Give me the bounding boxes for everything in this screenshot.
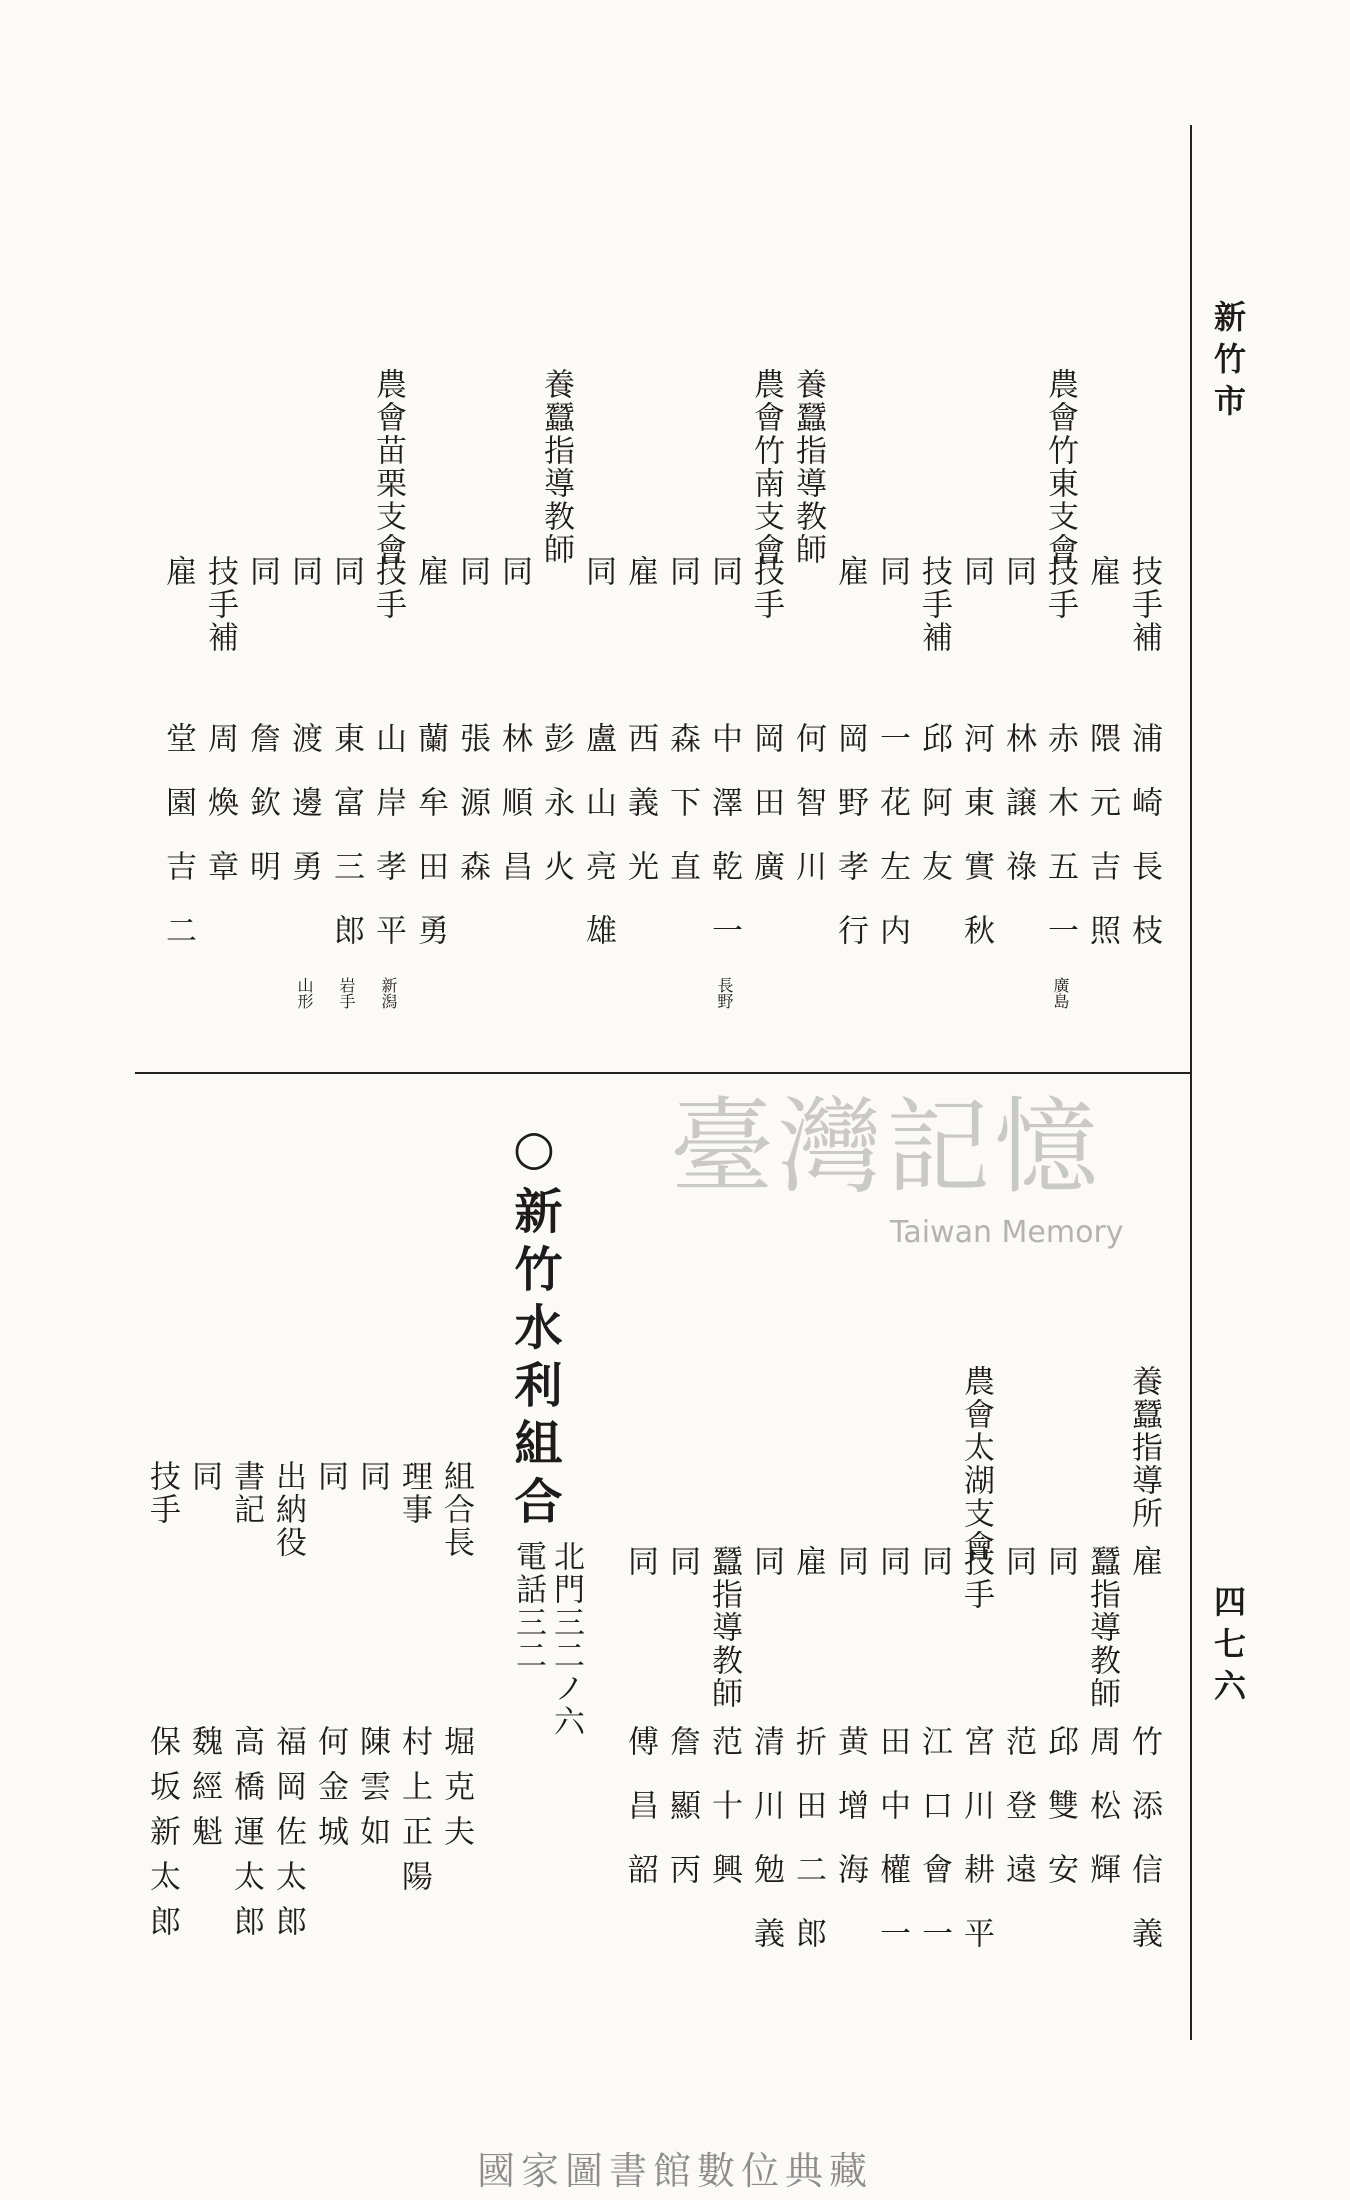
entry-organization: 養蠶指導教師 [538,368,574,566]
entry-role: 技手補 [916,555,952,654]
watermark [670,1086,1150,1265]
entry-name: 堂園吉二 [160,722,196,978]
entry-role: 雇 [1126,1545,1162,1578]
entry-name: 范十興 [706,1725,742,1917]
entry-role: 書記 [228,1460,264,1526]
entry-name: 江口會一 [916,1725,952,1981]
entry-name: 岡田廣 [748,722,784,914]
address: 北門三二ノ六 [548,1540,584,1738]
entry-name: 竹添信義 [1126,1725,1162,1981]
entry-role: 同 [328,555,364,588]
entry-role: 雇 [790,1545,826,1578]
entry-name: 堀克夫 [438,1725,474,1860]
entry-role: 出納役 [270,1460,306,1559]
entry-name: 浦崎長枝 [1126,722,1162,978]
entry-name: 西義光 [622,722,658,914]
entry-origin: 廣島 [1051,977,1070,1009]
entry-role: 技手 [958,1545,994,1611]
entry-role: 雇 [412,555,448,588]
section-title: ○新竹水利組合 [506,1120,562,1534]
entry-organization: 農會竹東支會 [1042,368,1078,566]
entry-role: 雇 [832,555,868,588]
entry-organization: 養蠶指導教師 [790,368,826,566]
entry-role: 蠶指導教師 [706,1545,742,1710]
entry-name: 周松輝 [1084,1725,1120,1917]
entry-name: 邱雙安 [1042,1725,1078,1917]
entry-name: 林譲祿 [1000,722,1036,914]
entry-role: 同 [354,1460,390,1493]
entry-organization: 農會太湖支會 [958,1365,994,1563]
entry-role: 組合長 [438,1460,474,1559]
entry-name: 魏經魁 [186,1725,222,1860]
page-margin-rule [1190,125,1192,2040]
entry-role: 技手 [748,555,784,621]
entry-name: 清川勉義 [748,1725,784,1981]
entry-role: 同 [580,555,616,588]
entry-name: 林順昌 [496,722,532,914]
entry-role: 同 [832,1545,868,1578]
entry-role: 雇 [1084,555,1120,588]
entry-name: 折田二郎 [790,1725,826,1981]
entry-role: 同 [664,1545,700,1578]
entry-name: 隈元吉照 [1084,722,1120,978]
entry-role: 同 [874,1545,910,1578]
entry-role: 同 [622,1545,658,1578]
entry-name: 渡邊勇 [286,722,322,914]
entry-name: 福岡佐太郎 [270,1725,306,1950]
entry-name: 詹欽明 [244,722,280,914]
entry-name: 山岸孝平 [370,722,406,978]
entry-role: 同 [312,1460,348,1493]
entry-role: 同 [664,555,700,588]
entry-name: 范登遠 [1000,1725,1036,1917]
entry-role: 技手補 [1126,555,1162,654]
entry-role: 同 [286,555,322,588]
entry-name: 蘭牟田勇 [412,722,448,978]
entry-role: 技手 [144,1460,180,1526]
entry-role: 同 [958,555,994,588]
entry-organization: 養蠶指導所 [1126,1365,1162,1530]
entry-origin: 山形 [295,977,314,1009]
page-number: 四七六 [1209,1585,1247,1711]
entry-origin: 岩手 [337,977,356,1009]
entry-name: 赤木五一 [1042,722,1078,978]
entry-name: 黄增海 [832,1725,868,1917]
entry-origin: 新潟 [379,977,398,1009]
entry-role: 同 [916,1545,952,1578]
entry-role: 技手補 [202,555,238,654]
entry-role: 雇 [622,555,658,588]
entry-role: 同 [454,555,490,588]
entry-organization: 農會竹南支會 [748,368,784,566]
entry-name: 盧山亮雄 [580,722,616,978]
entry-organization: 農會苗栗支會 [370,368,406,566]
entry-role: 同 [1000,1545,1036,1578]
entry-role: 蠶指導教師 [1084,1545,1120,1710]
watermark-chinese: 臺灣記憶 [670,1086,1103,1208]
entry-name: 高橋運太郎 [228,1725,264,1950]
entry-name: 村上正陽 [396,1725,432,1905]
entry-role: 技手 [370,555,406,621]
entry-name: 田中權一 [874,1725,910,1981]
entry-role: 技手 [1042,555,1078,621]
section-divider [135,1072,1190,1074]
entry-origin: 長野 [715,977,734,1009]
running-header-city: 新竹市 [1209,300,1247,426]
entry-role: 理事 [396,1460,432,1526]
entry-name: 周煥章 [202,722,238,914]
entry-role: 同 [874,555,910,588]
watermark-english: Taiwan Memory [890,1215,1124,1250]
entry-name: 中澤乾一 [706,722,742,978]
entry-name: 宮川耕平 [958,1725,994,1981]
entry-name: 詹顯丙 [664,1725,700,1917]
entry-role: 同 [1000,555,1036,588]
footer-credit: 國家圖書館數位典藏 [476,2149,873,2193]
entry-name: 傅昌韶 [622,1725,658,1917]
entry-role: 同 [244,555,280,588]
entry-name: 岡野孝行 [832,722,868,978]
entry-role: 同 [496,555,532,588]
entry-name: 何智川 [790,722,826,914]
entry-name: 邱阿友 [916,722,952,914]
entry-role: 同 [186,1460,222,1493]
entry-role: 同 [706,555,742,588]
entry-name: 彭永火 [538,722,574,914]
entry-role: 同 [1042,1545,1078,1578]
entry-name: 張源森 [454,722,490,914]
entry-name: 保坂新太郎 [144,1725,180,1950]
entry-name: 森下直 [664,722,700,914]
entry-name: 陳雲如 [354,1725,390,1860]
entry-name: 東富三郎 [328,722,364,978]
entry-role: 雇 [160,555,196,588]
entry-name: 一花左内 [874,722,910,978]
entry-name: 何金城 [312,1725,348,1860]
entry-name: 河東實秋 [958,722,994,978]
phone: 電話三二 [510,1540,546,1672]
entry-role: 同 [748,1545,784,1578]
